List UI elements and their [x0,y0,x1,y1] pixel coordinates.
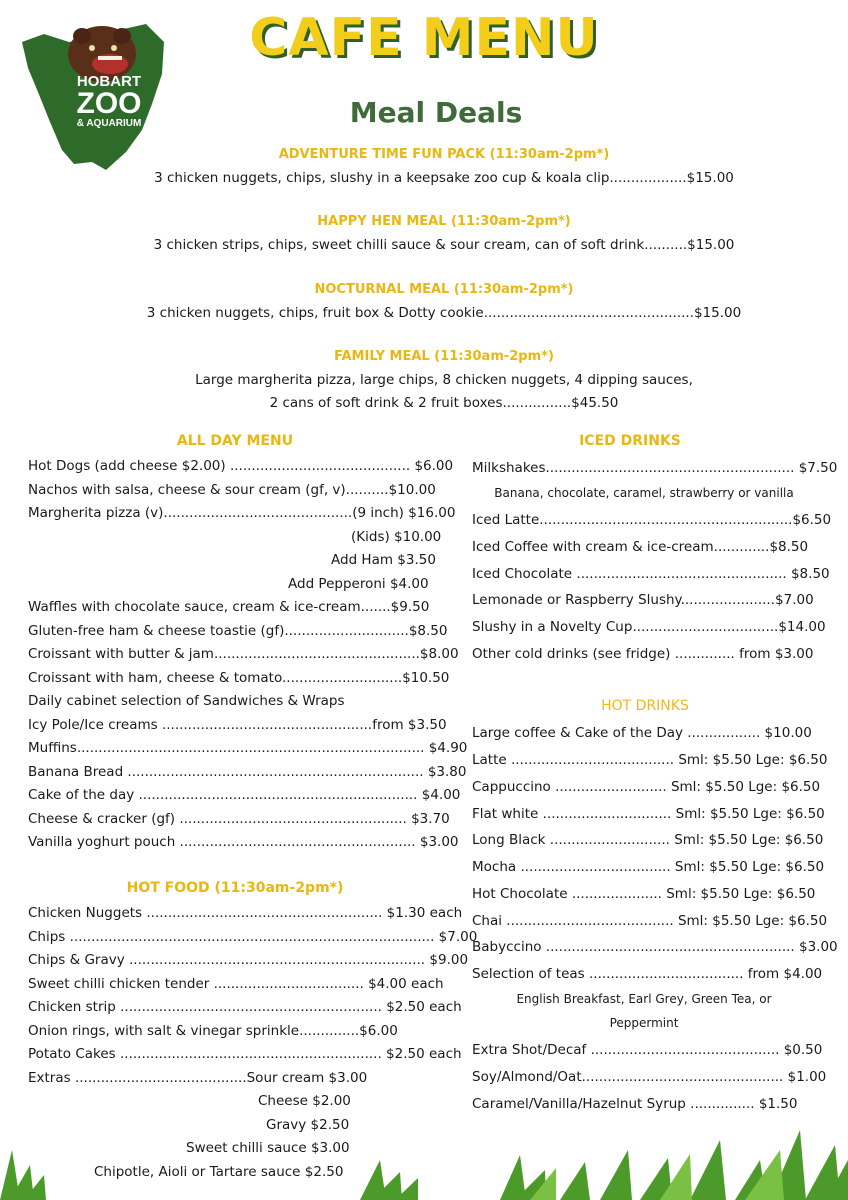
menu-item: Hot Dogs (add cheese $2.00) .......................................... $6.00 [28,458,454,474]
menu-item: Gluten-free ham & cheese toastie (gf).............................$8.50 [28,623,448,639]
menu-item-note: Peppermint [609,1016,679,1030]
menu-item-extra: Chipotle, Aioli or Tartare sauce $2.50 [94,1164,344,1180]
menu-item: Croissant with ham, cheese & tomato............................$10.50 [28,670,450,686]
menu-item: Banana Bread ..................................................................... $3.80 [28,764,467,780]
menu-item: Iced Coffee with cream & ice-cream.............$8.50 [472,539,809,555]
menu-item-extra: Sweet chilli sauce $3.00 [186,1140,350,1156]
menu-item: Sweet chilli chicken tender ................................... $4.00 each [28,976,444,992]
menu-item: Chips & Gravy ..................................................................... $9.00 [28,952,469,968]
menu-item-addon: Add Pepperoni $4.00 [288,576,429,592]
deal-title: ADVENTURE TIME FUN PACK (11:30am-2pm*) [278,147,610,162]
menu-item: Margherita pizza (v)............................................(9 inch) $16.00 [28,505,456,521]
menu-item: Lemonade or Raspberry Slushy......................$7.00 [472,592,814,608]
menu-item: Waffles with chocolate sauce, cream & ice-cream.......$9.50 [28,599,430,615]
palm-foliage-icon [0,1120,848,1200]
menu-item: Extras ........................................Sour cream $3.00 [28,1070,368,1086]
menu-item: Iced Latte...........................................................$6.50 [472,512,832,528]
hot-drinks-title: HOT DRINKS [601,698,689,714]
menu-item: Selection of teas .................................... from $4.00 [472,966,823,982]
menu-item: Soy/Almond/Oat............................................... $1.00 [472,1069,827,1085]
menu-item: Long Black ............................ Sml: $5.50 Lge: $6.50 [472,832,824,848]
menu-item: Potato Cakes ............................................................. $2.50 each [28,1046,462,1062]
menu-item: Slushy in a Novelty Cup..................................$14.00 [472,619,826,635]
menu-item: Icy Pole/Ice creams .................................................from $3.50 [28,717,447,733]
iced-drinks-title: ICED DRINKS [579,433,681,449]
logo-line-1: HOBART [76,73,142,90]
menu-item-extra: Gravy $2.50 [266,1117,350,1133]
menu-item-variant: (Kids) $10.00 [351,529,442,545]
menu-item: Onion rings, with salt & vinegar sprinkle..............$6.00 [28,1023,398,1039]
logo-line-2: ZOO [76,87,142,120]
menu-item: Milkshakes.......................................................... $7.50 [472,460,838,476]
deal-title: HAPPY HEN MEAL (11:30am-2pm*) [317,214,571,229]
menu-item: Other cold drinks (see fridge) .............. from $3.00 [472,646,814,662]
menu-item: Cheese & cracker (gf) ..................................................... $3.70 [28,811,450,827]
menu-item: Nachos with salsa, cheese & sour cream (gf, v)..........$10.00 [28,482,436,498]
deal-line: 2 cans of soft drink & 2 fruit boxes................$45.50 [269,395,619,411]
page-subtitle: Meal Deals [349,96,523,129]
menu-item: Flat white .............................. Sml: $5.50 Lge: $6.50 [472,806,825,822]
menu-item: Iced Chocolate ................................................. $8.50 [472,566,830,582]
hot-food-title: HOT FOOD (11:30am-2pm*) [126,880,344,896]
menu-item: Chicken strip ............................................................. $2.50 each [28,999,462,1015]
menu-item: Chicken Nuggets ....................................................... $1.30 each [28,905,463,921]
menu-item: Croissant with butter & jam................................................$8.00 [28,646,459,662]
deal-line: 3 chicken strips, chips, sweet chilli sauce & sour cream, can of soft drink..........$15.00 [153,237,735,253]
menu-item: Vanilla yoghurt pouch ....................................................... $3.00 [28,834,459,850]
menu-item: Hot Chocolate ..................... Sml: $5.50 Lge: $6.50 [472,886,816,902]
menu-item: Extra Shot/Decaf ............................................ $0.50 [472,1042,823,1058]
deal-line: 3 chicken nuggets, chips, slushy in a keepsake zoo cup & koala clip..................$15.00 [154,170,734,186]
menu-item-note: English Breakfast, Earl Grey, Green Tea, or [516,992,772,1006]
menu-item: Cappuccino .......................... Sml: $5.50 Lge: $6.50 [472,779,821,795]
page-title: CAFE MENU [249,8,599,68]
menu-item: Mocha ................................... Sml: $5.50 Lge: $6.50 [472,859,825,875]
menu-item: Cake of the day ................................................................. $4.00 [28,787,461,803]
menu-item: Daily cabinet selection of Sandwiches & Wraps [28,693,345,709]
menu-item: Chips ..................................................................................... $7.00 [28,929,478,945]
menu-item-addon: Add Ham $3.50 [331,552,436,568]
menu-item-extra: Cheese $2.00 [258,1093,351,1109]
menu-item: Caramel/Vanilla/Hazelnut Syrup ............... $1.50 [472,1096,798,1112]
menu-item: Babyccino .......................................................... $3.00 [472,939,838,955]
menu-item-note: Banana, chocolate, caramel, strawberry or vanilla [494,486,794,500]
deal-line: 3 chicken nuggets, chips, fruit box & Dotty cookie.................................................$15.00 [146,305,742,321]
menu-item: Chai ....................................... Sml: $5.50 Lge: $6.50 [472,913,828,929]
menu-item: Latte ...................................... Sml: $5.50 Lge: $6.50 [472,752,828,768]
deal-title: FAMILY MEAL (11:30am-2pm*) [334,349,554,364]
all-day-menu-title: ALL DAY MENU [176,433,294,449]
menu-item: Muffins................................................................................. $4.90 [28,740,468,756]
logo-line-3: & AQUARIUM [76,118,142,129]
menu-item: Large coffee & Cake of the Day ................. $10.00 [472,725,812,741]
deal-title: NOCTURNAL MEAL (11:30am-2pm*) [314,282,574,297]
deal-line: Large margherita pizza, large chips, 8 chicken nuggets, 4 dipping sauces, [195,372,693,388]
